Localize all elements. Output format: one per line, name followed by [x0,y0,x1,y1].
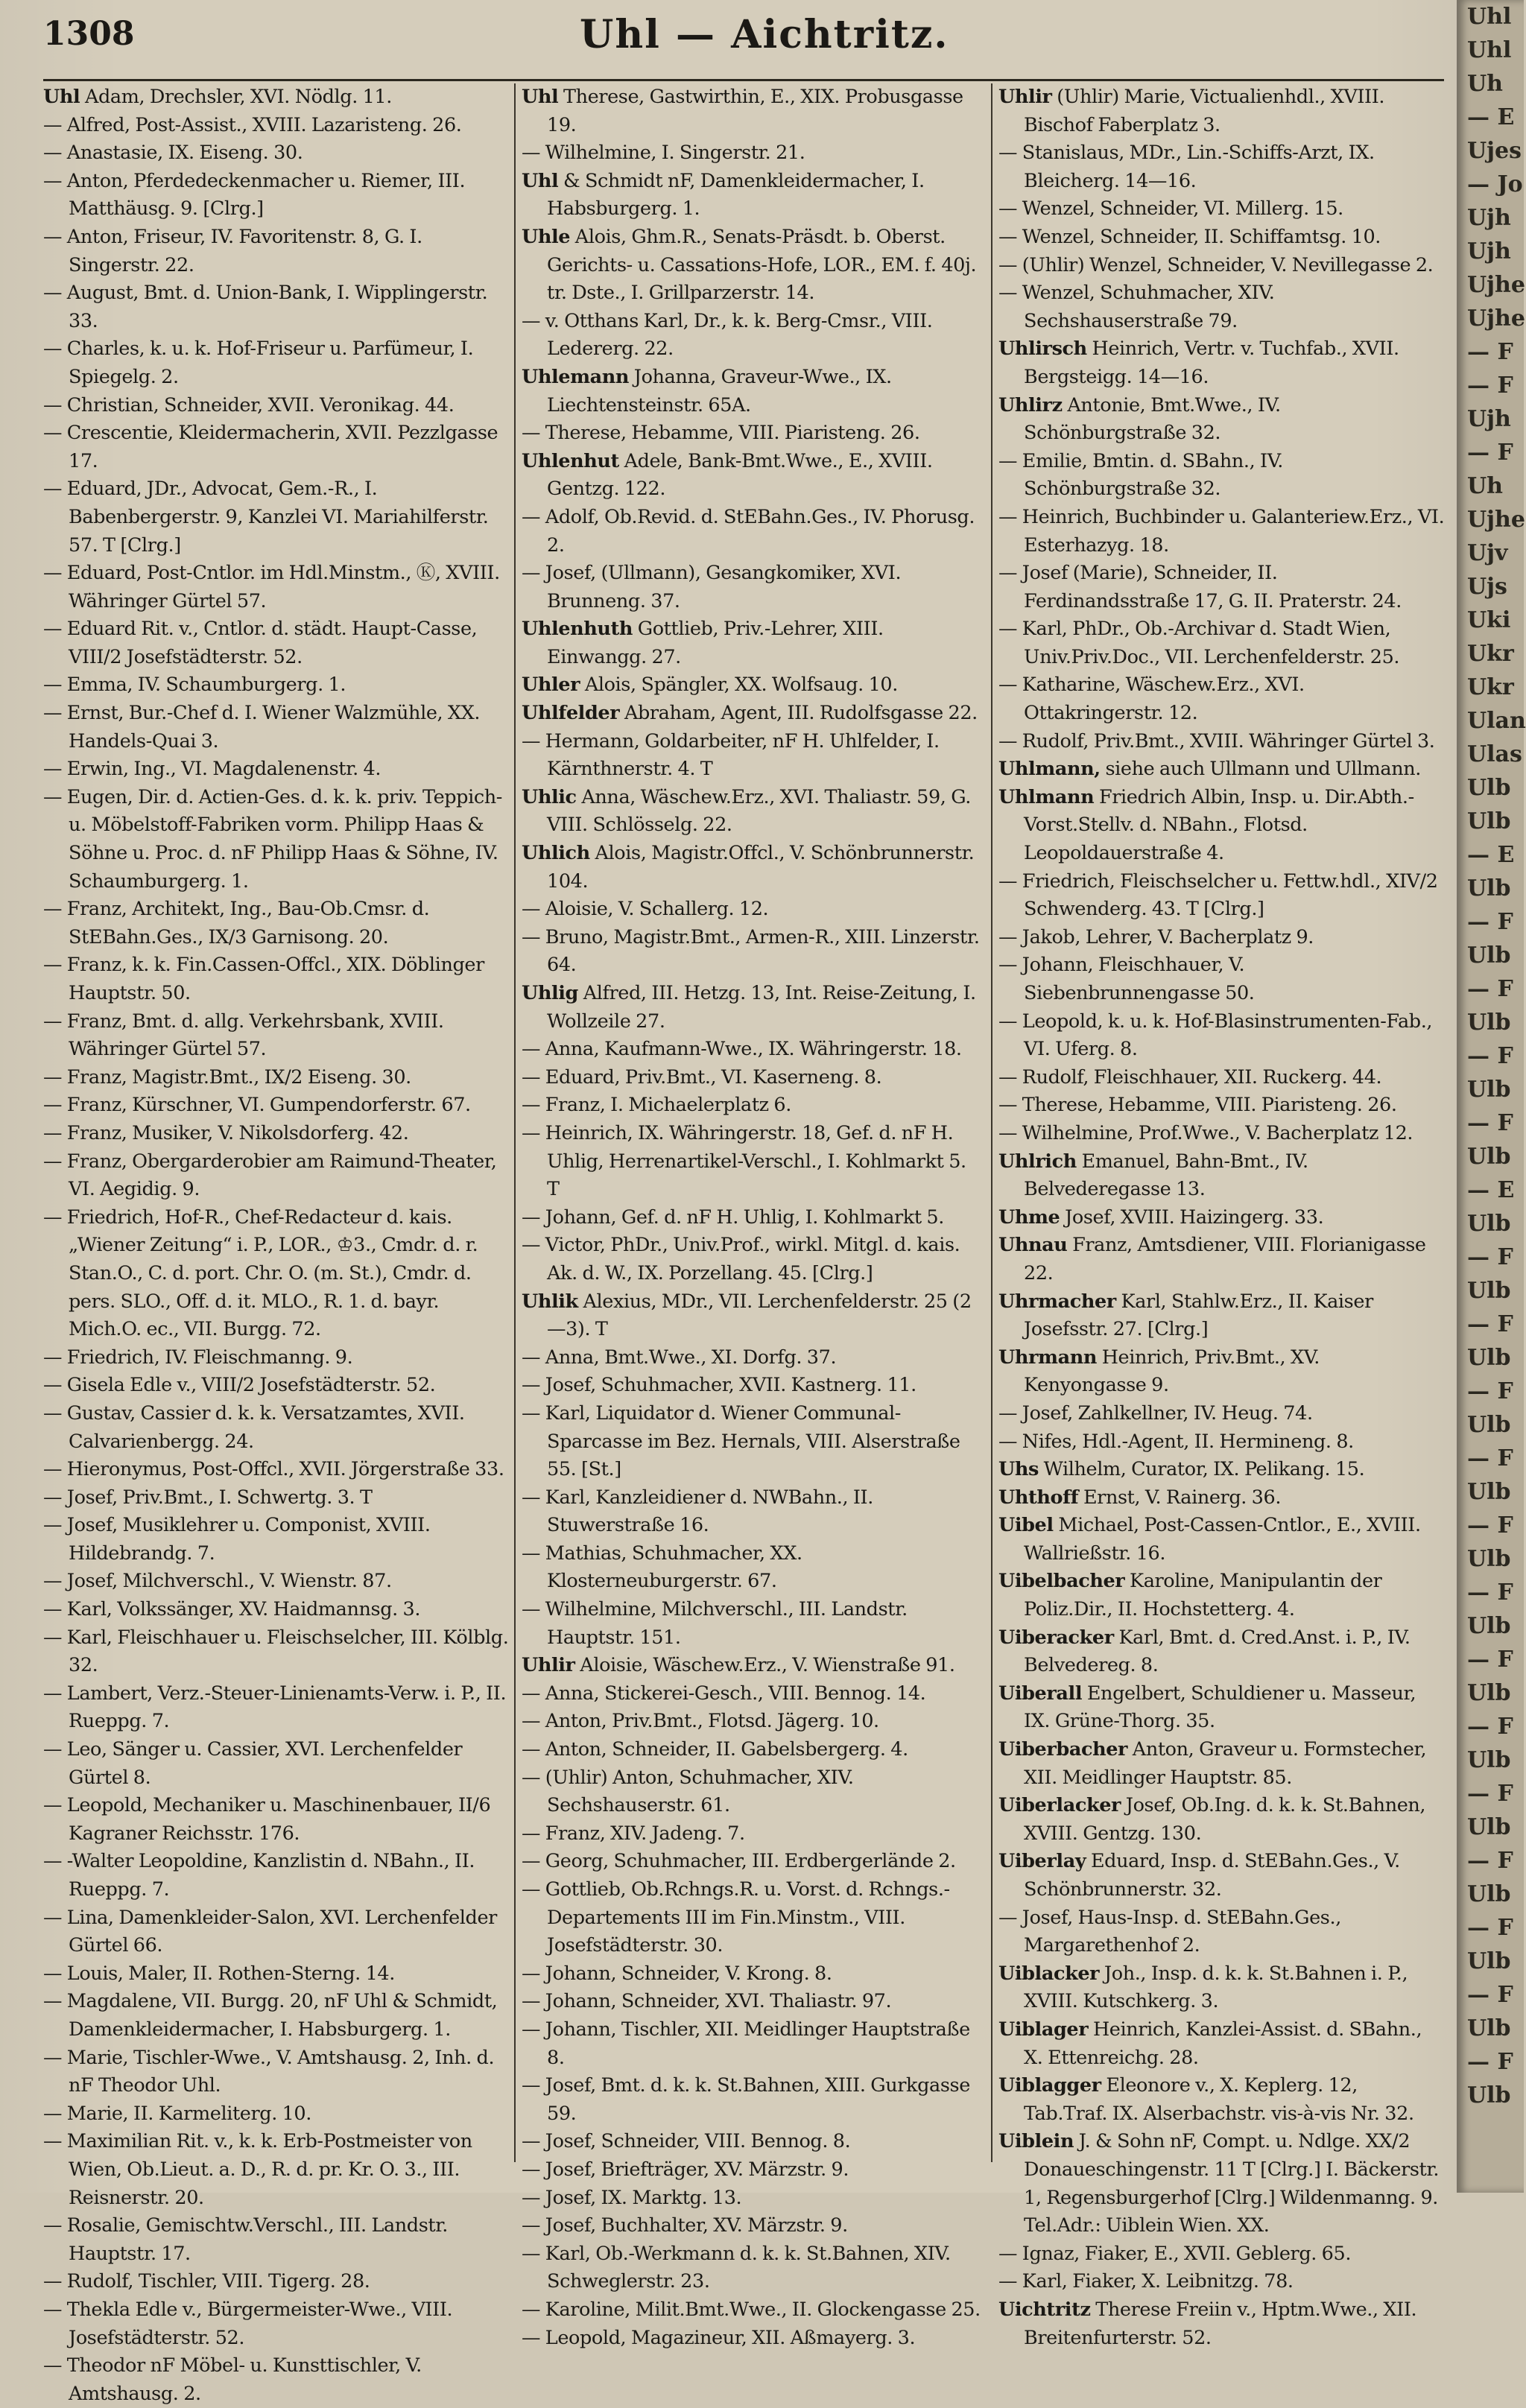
directory-entry: Uhlmann, siehe auch Ullmann und Ullmann. [998,758,1421,781]
directory-entry: — Emma, IV. Schaumburgerg. 1. [43,674,346,697]
entry-surname: Uhl [43,86,80,108]
directory-entry: Uhlich Alois, Magistr.Offcl., V. Schönbrunnerstr. 104. [522,842,975,893]
entry-surname: Uiberlacker [998,1794,1121,1817]
gutter-fragment: Ujhe [1467,272,1525,298]
directory-entry: — Jakob, Lehrer, V. Bacherplatz 9. [998,925,1314,948]
directory-entry: Uhlic Anna, Wäschew.Erz., XVI. Thaliastr. 59, G. VIII. Schlösselg. 22. [522,785,971,837]
directory-entry: — Josef, Schuhmacher, XVII. Kastnerg. 11. [522,1374,916,1397]
gutter-fragment: Ujh [1467,238,1511,264]
directory-entry: — Franz, k. k. Fin.Cassen-Offcl., XIX. Döblinger Hauptstr. 50. [43,954,484,1004]
gutter-fragment: — E [1467,104,1515,130]
entry-surname: Uhler [522,674,580,697]
directory-entry: — Franz, Musiker, V. Nikolsdorferg. 42. [43,1121,409,1144]
entry-surname: Uhlmann, [998,758,1101,781]
directory-entry: — Josef, Buchhalter, XV. Märzstr. 9. [522,2214,848,2237]
directory-entry: — Josef, IX. Marktg. 13. [522,2186,742,2209]
directory-entry: — Gisela Edle v., VIII/2 Josefstädterstr. 52. [43,1374,436,1397]
directory-entry: Uhrmacher Karl, Stahlw.Erz., II. Kaiser Josefsstr. 27. [Clrg.] [998,1290,1373,1341]
column-3 [998,83,1446,2349]
directory-entry: — Friedrich, IV. Fleischmanng. 9. [43,1346,353,1369]
header-rule [43,79,1444,81]
entry-surname: Uhlenhuth [522,618,633,641]
directory-entry: — Josef, Zahlkellner, IV. Heug. 74. [998,1401,1313,1425]
gutter-fragment: Ulan [1467,708,1526,734]
gutter-fragment: — F [1467,2049,1513,2075]
directory-entry: Uhl & Schmidt nF, Damenkleidermacher, I. Habsburgerg. 1. [522,169,925,221]
directory-entry: — Johann, Gef. d. nF H. Uhlig, I. Kohlmarkt 5. [522,1205,944,1229]
directory-entry: — Erwin, Ing., VI. Magdalenenstr. 4. [43,758,382,781]
directory-entry: — Katharine, Wäschew.Erz., XVI. Ottakringerstr. 12. [998,674,1305,725]
directory-entry: — Karl, Liquidator d. Wiener Communal-Sparcasse im Bez. Hernals, VIII. Alserstraße 55. [St.] [522,1401,960,1481]
gutter-fragment: — F [1467,976,1513,1002]
page-number: 1308 [43,15,135,53]
gutter-fragment: Ulb [1467,942,1511,969]
gutter-fragment: Ulb [1467,2082,1511,2108]
directory-entry: — Rudolf, Tischler, VIII. Tigerg. 28. [43,2270,370,2293]
directory-entry: — Leopold, Mechaniker u. Maschinenbauer, II/6 Kagraner Reichsstr. 176. [43,1794,491,1845]
gutter-fragment: — F [1467,1647,1513,1673]
directory-entry: — -Walter Leopoldine, Kanzlistin d. NBahn., II. Rueppg. 7. [43,1850,475,1901]
entry-surname: Uiberall [998,1682,1083,1705]
directory-entry: — Rudolf, Fleischhauer, XII. Ruckerg. 44. [998,1065,1382,1089]
directory-entry: — Anton, Pferdedeckenmacher u. Riemer, III. Matthäusg. 9. [Clrg.] [43,169,466,221]
directory-entry: — Franz, Bmt. d. allg. Verkehrsbank, XVIII. Währinger Gürtel 57. [43,1010,444,1061]
directory-entry: — Maximilian Rit. v., k. k. Erb-Postmeister von Wien, Ob.Lieut. a. D., R. d. pr. Kr. O. 3., III. Reisnerstr. 20. [43,2130,472,2209]
directory-entry: Uiberlacker Josef, Ob.Ing. d. k. k. St.Bahnen, XVIII. Gentzg. 130. [998,1794,1426,1845]
directory-entry: — Karl, Kanzleidiener d. NWBahn., II. Stuwerstraße 16. [522,1486,873,1537]
gutter-fragment: — F [1467,1848,1513,1874]
directory-entry: — Josef, Priv.Bmt., I. Schwertg. 3. T [43,1486,373,1509]
directory-entry: — Rudolf, Priv.Bmt., XVIII. Währinger Gürtel 3. [998,729,1435,752]
entry-surname: Uibel [998,1514,1054,1537]
directory-entry: Uhle Alois, Ghm.R., Senats-Präsdt. b. Oberst. Gerichts- u. Cassations-Hofe, LOR., EM. f. 40j. tr. Dste., I. Grillparzerstr. 14. [522,225,977,305]
directory-entry: — Wilhelmine, Milchverschl., III. Landstr. Hauptstr. 151. [522,1598,908,1649]
directory-entry: — Wilhelmine, Prof.Wwe., V. Bacherplatz 12. [998,1121,1413,1144]
directory-entry: — Nifes, Hdl.-Agent, II. Hermineng. 8. [998,1430,1354,1453]
directory-entry: — Leopold, Magazineur, XII. Aßmayerg. 3. [522,2326,916,2349]
column-divider [991,83,992,2162]
directory-entry: Uhthoff Ernst, V. Rainerg. 36. [998,1486,1282,1509]
directory-entry: — Karl, Ob.-Werkmann d. k. k. St.Bahnen, XIV. Schweglerstr. 23. [522,2242,951,2293]
directory-entry: Uiblein J. & Sohn nF, Compt. u. Ndlge. XX/2 Donaueschingenstr. 11 T [Clrg.] I. Bäckerstr. 1, Regensburgerhof [Clrg.] Wildenmanng. 9. Tel.Adr.: Uiblein Wien. XX. [998,2130,1440,2237]
directory-entry: — (Uhlir) Anton, Schuhmacher, XIV. Sechshauserstr. 61. [522,1766,854,1817]
entry-surname: Uhlig [522,982,578,1004]
entry-surname: Uhlich [522,842,590,865]
directory-entry: — Johann, Schneider, XVI. Thaliastr. 97. [522,1990,892,2013]
next-page-gutter [1457,0,1524,2193]
entry-surname: Uiblager [998,2018,1089,2041]
gutter-fragment: Uhl [1467,37,1512,63]
gutter-fragment: Ulb [1467,1211,1511,1237]
directory-entry: — Lambert, Verz.-Steuer-Linienamts-Verw. i. P., II. Rueppg. 7. [43,1682,507,1733]
entry-surname: Uiblagger [998,2074,1101,2097]
directory-entry: — Friedrich, Hof-R., Chef-Redacteur d. kais. „Wiener Zeitung“ i. P., LOR., ♔3., Cmdr. d. r. Stan.O., C. d. port. Chr. O. (m. St.), Cmdr. d. pers. SLO., Off. d. it. MLO., R. 1. d. bayr. Mich.O. ec., VII. Burgg. 72. [43,1205,478,1341]
entry-surname: Uhl [522,169,559,192]
directory-entry: — Bruno, Magistr.Bmt., Armen-R., XIII. Linzerstr. 64. [522,925,980,977]
directory-entry: — Therese, Hebamme, VIII. Piaristeng. 26. [522,422,920,445]
gutter-fragment: Uh [1467,71,1503,97]
gutter-fragment: Ulb [1467,1546,1511,1572]
directory-entry: — Wilhelmine, I. Singerstr. 21. [522,142,805,165]
gutter-fragment: Ujh [1467,406,1511,432]
directory-entry: — Marie, Tischler-Wwe., V. Amtshausg. 2, Inh. d. nF Theodor Uhl. [43,2046,495,2097]
directory-entry: — Johann, Tischler, XII. Meidlinger Hauptstraße 8. [522,2018,970,2069]
directory-entry: — Christian, Schneider, XVII. Veronikag. 44. [43,393,455,416]
gutter-fragment: — E [1467,1177,1515,1203]
directory-entry: — Emilie, Bmtin. d. SBahn., IV. Schönburgstraße 32. [998,449,1283,501]
directory-entry: Uiberlay Eduard, Insp. d. StEBahn.Ges., V. Schönbrunnerstr. 32. [998,1850,1400,1901]
directory-entry: Uhlirsch Heinrich, Vertr. v. Tuchfab., XVII. Bergsteigg. 14—16. [998,338,1399,388]
entry-surname: Uhlmann [998,785,1095,808]
entry-surname: Uhlirsch [998,338,1087,361]
directory-entry: — Louis, Maler, II. Rothen-Sterng. 14. [43,1962,395,1985]
directory-entry: — Eduard, Priv.Bmt., VI. Kaserneng. 8. [522,1065,882,1089]
directory-entry: — Eduard, JDr., Advocat, Gem.-R., I. Babenbergerstr. 9, Kanzlei VI. Mariahilferstr. 57. T [Clrg.] [43,478,489,557]
directory-entry: Uhlir (Uhlir) Marie, Victualienhdl., XVIII. Bischof Faberplatz 3. [998,86,1385,136]
directory-entry: — Josef (Marie), Schneider, II. Ferdinandsstraße 17, G. II. Praterstr. 24. [998,562,1402,612]
directory-entry: — Josef, Schneider, VIII. Bennog. 8. [522,2130,851,2153]
directory-entry: — Josef, Briefträger, XV. Märzstr. 9. [522,2158,849,2181]
directory-entry: — Eduard, Post-Cntlor. im Hdl.Minstm., Ⓚ, XVIII. Währinger Gürtel 57. [43,562,500,612]
entry-surname: Uhlenhut [522,449,619,472]
entry-surname: Uhs [998,1458,1039,1481]
directory-entry: — August, Bmt. d. Union-Bank, I. Wipplingerstr. 33. [43,282,488,332]
directory-entry: — Hermann, Goldarbeiter, nF H. Uhlfelder, I. Kärnthnerstr. 4. T [522,729,940,781]
gutter-fragment: Ulb [1467,1412,1511,1438]
directory-entry: — Mathias, Schuhmacher, XX. Klosterneuburgerstr. 67. [522,1542,802,1593]
gutter-fragment: Ujs [1467,574,1507,600]
directory-entry: — Wenzel, Schuhmacher, XIV. Sechshauserstraße 79. [998,282,1275,332]
directory-entry: — Heinrich, IX. Währingerstr. 18, Gef. d. nF H. Uhlig, Herrenartikel-Verschl., I. Kohlmarkt 5. T [522,1121,966,1201]
directory-entry: — Rosalie, Gemischtw.Verschl., III. Landstr. Hauptstr. 17. [43,2214,448,2265]
gutter-fragment: — F [1467,440,1513,466]
directory-entry: — Josef, Bmt. d. k. k. St.Bahnen, XIII. Gurkgasse 59. [522,2074,970,2125]
gutter-fragment: Ulb [1467,1010,1511,1036]
directory-entry: — Therese, Hebamme, VIII. Piaristeng. 26. [998,1094,1397,1117]
gutter-fragment: — F [1467,1714,1513,1740]
directory-entry: Uhlirz Antonie, Bmt.Wwe., IV. Schönburgstraße 32. [998,393,1281,445]
directory-entry: — Leopold, k. u. k. Hof-Blasinstrumenten-Fab., VI. Uferg. 8. [998,1010,1433,1061]
gutter-fragment: Ukr [1467,641,1514,667]
directory-entry: Uhlir Aloisie, Wäschew.Erz., V. Wienstraße 91. [522,1654,955,1677]
gutter-fragment: Ujhe [1467,507,1525,533]
directory-entry: — Franz, Architekt, Ing., Bau-Ob.Cmsr. d. StEBahn.Ges., IX/3 Garnisong. 20. [43,898,430,948]
directory-entry: — Crescentie, Kleidermacherin, XVII. Pezzlgasse 17. [43,422,498,472]
directory-entry: Uichtritz Therese Freiin v., Hptm.Wwe., XII. Breitenfurterstr. 52. [998,2298,1417,2349]
running-head: Uhl — Aichtritz. [580,12,949,57]
column-2 [522,83,984,2349]
gutter-fragment: — F [1467,1043,1513,1069]
directory-entry: — Josef, Musiklehrer u. Componist, XVIII. Hildebrandg. 7. [43,1514,431,1565]
directory-entry: — Alfred, Post-Assist., XVIII. Lazaristeng. 26. [43,113,462,136]
gutter-fragment: Uh [1467,473,1503,499]
directory-entry: Uhlfelder Abraham, Agent, III. Rudolfsgasse 22. [522,702,978,725]
directory-entry: — Anton, Friseur, IV. Favoritenstr. 8, G. I. Singerstr. 22. [43,225,422,276]
gutter-fragment: Ukr [1467,674,1514,700]
gutter-fragment: Ulb [1467,875,1511,902]
gutter-fragment: Ujes [1467,138,1522,164]
directory-entry: — v. Otthans Karl, Dr., k. k. Berg-Cmsr., VIII. Ledererg. 22. [522,309,933,361]
directory-entry: — Gottlieb, Ob.Rchngs.R. u. Vorst. d. Rchngs.-Departements III im Fin.Minstm., VIII. Josefstädterstr. 30. [522,1878,950,1957]
gutter-fragment: Ulb [1467,1479,1511,1505]
gutter-fragment: — F [1467,1915,1513,1941]
directory-entry: — Lina, Damenkleider-Salon, XVI. Lerchenfelder Gürtel 66. [43,1906,497,1957]
gutter-fragment: Ulb [1467,1881,1511,1907]
directory-entry: — Thekla Edle v., Bürgermeister-Wwe., VIII. Josefstädterstr. 52. [43,2298,453,2349]
gutter-fragment: Ulb [1467,808,1511,834]
directory-entry: Uiberall Engelbert, Schuldiener u. Masseur, IX. Grüne-Thorg. 35. [998,1682,1416,1733]
directory-entry: — Marie, II. Karmeliterg. 10. [43,2102,311,2125]
gutter-fragment: Ulb [1467,1077,1511,1103]
entry-surname: Uhlic [522,785,577,808]
directory-entry: — Charles, k. u. k. Hof-Friseur u. Parfümeur, I. Spiegelg. 2. [43,338,474,388]
directory-entry: — Magdalene, VII. Burgg. 20, nF Uhl & Schmidt, Damenkleidermacher, I. Habsburgerg. 1. [43,1990,498,2041]
gutter-fragment: Ulb [1467,1613,1511,1639]
directory-entry: — Anna, Bmt.Wwe., XI. Dorfg. 37. [522,1346,837,1369]
directory-entry: — Franz, Magistr.Bmt., IX/2 Eiseng. 30. [43,1065,411,1089]
entry-surname: Uhl [522,86,559,108]
directory-entry: — Franz, Obergarderobier am Raimund-Theater, VI. Aegidig. 9. [43,1150,497,1201]
gutter-fragment: Ulb [1467,1680,1511,1706]
directory-entry: — Georg, Schuhmacher, III. Erdbergerlände 2. [522,1850,956,1873]
directory-entry: — Victor, PhDr., Univ.Prof., wirkl. Mitgl. d. kais. Ak. d. W., IX. Porzellang. 45. [Clrg.] [522,1234,960,1284]
directory-entry: — Hieronymus, Post-Offcl., XVII. Jörgerstraße 33. [43,1458,504,1481]
gutter-fragment: — F [1467,1781,1513,1807]
directory-entry: Uhlmann Friedrich Albin, Insp. u. Dir.Abth.-Vorst.Stellv. d. NBahn., Flotsd. Leopoldauerstraße 4. [998,785,1414,865]
directory-entry: — Anton, Priv.Bmt., Flotsd. Jägerg. 10. [522,1710,879,1733]
directory-entry: Uhlemann Johanna, Graveur-Wwe., IX. Liechtensteinstr. 65A. [522,365,892,416]
gutter-fragment: Ulb [1467,1747,1511,1773]
directory-entry: Uhl Therese, Gastwirthin, E., XIX. Probusgasse 19. [522,86,963,136]
directory-entry: — Wenzel, Schneider, II. Schiffamtsg. 10. [998,225,1381,248]
directory-entry: — Adolf, Ob.Revid. d. StEBahn.Ges., IV. Phorusg. 2. [522,505,975,557]
gutter-fragment: Ulb [1467,1345,1511,1371]
gutter-fragment: — F [1467,1982,1513,2008]
directory-entry: Uiberbacher Anton, Graveur u. Formstecher, XII. Meidlinger Hauptstr. 85. [998,1738,1427,1789]
directory-entry: Uhlenhut Adele, Bank-Bmt.Wwe., E., XVIII. Gentzg. 122. [522,449,933,501]
directory-entry: Uibelbacher Karoline, Manipulantin der Poliz.Dir., II. Hochstetterg. 4. [998,1570,1382,1621]
gutter-fragment: Ujh [1467,205,1511,231]
gutter-fragment: — F [1467,1110,1513,1136]
directory-entry: — Ernst, Bur.-Chef d. I. Wiener Walzmühle, XX. Handels-Quai 3. [43,702,481,752]
gutter-fragment: Ujv [1467,540,1508,566]
entry-surname: Uiblacker [998,1962,1100,1985]
entry-surname: Uiberlay [998,1850,1086,1873]
gutter-fragment: Uki [1467,607,1511,633]
directory-entry: — Stanislaus, MDr., Lin.-Schiffs-Arzt, IX. Bleicherg. 14—16. [998,142,1375,192]
entry-surname: Uibelbacher [998,1570,1125,1593]
directory-entry: — Friedrich, Fleischselcher u. Fettw.hdl., XIV/2 Schwenderg. 43. T [Clrg.] [998,869,1438,921]
entry-surname: Uhnau [998,1234,1068,1257]
directory-entry: — Karl, PhDr., Ob.-Archivar d. Stadt Wien, Univ.Priv.Doc., VII. Lerchenfelderstr. 25. [998,618,1400,668]
gutter-fragment: — F [1467,339,1513,365]
gutter-fragment: Ulas [1467,741,1522,767]
gutter-fragment: Ulb [1467,2015,1511,2041]
gutter-fragment: — Jo [1467,171,1523,197]
entry-surname: Uhlfelder [522,702,620,725]
gutter-fragment: — F [1467,1311,1513,1337]
gutter-fragment: — F [1467,1512,1513,1539]
gutter-fragment: — F [1467,373,1513,399]
entry-surname: Uichtritz [998,2298,1091,2321]
entry-surname: Uhthoff [998,1486,1079,1509]
gutter-fragment: Ulb [1467,1948,1511,1974]
gutter-fragment: Ujhe [1467,305,1525,332]
entry-surname: Uiblein [998,2130,1074,2153]
gutter-fragment: Ulb [1467,1814,1511,1840]
directory-entry: — Josef, (Ullmann), Gesangkomiker, XVI. Brunneng. 37. [522,562,902,612]
directory-entry: — Anna, Kaufmann-Wwe., IX. Währingerstr. 18. [522,1038,962,1061]
directory-entry: Uiberacker Karl, Bmt. d. Cred.Anst. i. P., IV. Belvedereg. 8. [998,1626,1411,1677]
entry-surname: Uiberacker [998,1626,1114,1649]
directory-entry: — Anna, Stickerei-Gesch., VIII. Bennog. 14. [522,1682,926,1705]
directory-entry: — Franz, Kürschner, VI. Gumpendorferstr. 67. [43,1094,471,1117]
directory-entry: Uhs Wilhelm, Curator, IX. Pelikang. 15. [998,1458,1365,1481]
directory-entry: — Karl, Volkssänger, XV. Haidmannsg. 3. [43,1598,421,1621]
column-divider [514,83,516,2162]
gutter-fragment: — F [1467,1580,1513,1606]
directory-entry: — Johann, Fleischhauer, V. Siebenbrunnengasse 50. [998,954,1255,1004]
entry-surname: Uhlik [522,1290,578,1313]
directory-entry: Uibel Michael, Post-Cassen-Cntlor., E., XVIII. Wallrießstr. 16. [998,1514,1421,1565]
directory-entry: — Josef, Milchverschl., V. Wienstr. 87. [43,1570,392,1593]
directory-entry: — Karoline, Milit.Bmt.Wwe., II. Glockengasse 25. [522,2298,981,2321]
directory-entry: Uhme Josef, XVIII. Haizingerg. 33. [998,1205,1324,1229]
directory-entry: — Franz, I. Michaelerplatz 6. [522,1094,791,1117]
entry-surname: Uhlir [522,1654,575,1677]
directory-entry: — Karl, Fleischhauer u. Fleischselcher, III. Kölblg. 32. [43,1626,509,1677]
directory-entry: Uhlrich Emanuel, Bahn-Bmt., IV. Belvederegasse 13. [998,1150,1308,1201]
directory-entry: — Heinrich, Buchbinder u. Galanteriew.Erz., VI. Esterhazyg. 18. [998,505,1445,557]
directory-entry: — Ignaz, Fiaker, E., XVII. Geblerg. 65. [998,2242,1352,2265]
gutter-fragment: — F [1467,1244,1513,1270]
directory-entry: — Theodor nF Möbel- u. Kunsttischler, V. Amtshausg. 2. [43,2354,422,2405]
gutter-fragment: — F [1467,1378,1513,1404]
entry-surname: Uhlirz [998,393,1063,416]
gutter-fragment: — F [1467,909,1513,935]
directory-entry: — Eugen, Dir. d. Actien-Ges. d. k. k. priv. Teppich- u. Möbelstoff-Fabriken vorm. Philipp Haas & Söhne u. Proc. d. nF Philipp Haas & Söhne, IV. Schaumburgerg. 1. [43,785,502,893]
gutter-fragment: Uhl [1467,4,1512,30]
entry-surname: Uhlir [998,86,1052,108]
gutter-fragment: — E [1467,842,1515,868]
directory-entry: Uhrmann Heinrich, Priv.Bmt., XV. Kenyongasse 9. [998,1346,1320,1397]
entry-surname: Uhlemann [522,365,630,388]
gutter-fragment: Ulb [1467,775,1511,801]
directory-entry: Uhlenhuth Gottlieb, Priv.-Lehrer, XIII. Einwangg. 27. [522,618,884,668]
directory-entry: Uhlik Alexius, MDr., VII. Lerchenfelderstr. 25 (2—3). T [522,1290,972,1341]
column-1 [43,83,511,2405]
directory-entry: — Karl, Fiaker, X. Leibnitzg. 78. [998,2270,1294,2293]
entry-surname: Uhrmacher [998,1290,1116,1313]
directory-entry: Uiblacker Joh., Insp. d. k. k. St.Bahnen i. P., XVIII. Kutschkerg. 3. [998,1962,1408,2013]
directory-entry: Uiblager Heinrich, Kanzlei-Assist. d. SBahn., X. Ettenreichg. 28. [998,2018,1422,2069]
directory-entry: — Franz, XIV. Jadeng. 7. [522,1822,745,1845]
directory-entry: Uiblagger Eleonore v., X. Keplerg. 12, Tab.Traf. IX. Alserbachstr. vis-à-vis Nr. 32. [998,2074,1414,2125]
gutter-fragment: Ulb [1467,1144,1511,1170]
entry-surname: Uhlrich [998,1150,1077,1173]
directory-entry: — Aloisie, V. Schallerg. 12. [522,898,769,921]
directory-entry: — Josef, Haus-Insp. d. StEBahn.Ges., Margarethenhof 2. [998,1906,1341,1957]
entry-surname: Uiberbacher [998,1738,1128,1761]
directory-entry: Uhlig Alfred, III. Hetzg. 13, Int. Reise-Zeitung, I. Wollzeile 27. [522,982,976,1033]
directory-entry: Uhnau Franz, Amtsdiener, VIII. Florianigasse 22. [998,1234,1426,1284]
directory-entry: — Gustav, Cassier d. k. k. Versatzamtes, XVII. Calvarienbergg. 24. [43,1401,465,1453]
directory-entry: — Anton, Schneider, II. Gabelsbergerg. 4. [522,1738,908,1761]
directory-entry: — (Uhlir) Wenzel, Schneider, V. Nevillegasse 2. [998,253,1434,276]
directory-entry: — Johann, Schneider, V. Krong. 8. [522,1962,832,1985]
directory-entry: Uhl Adam, Drechsler, XVI. Nödlg. 11. [43,86,392,108]
directory-entry: — Wenzel, Schneider, VI. Millerg. 15. [998,197,1343,221]
gutter-fragment: Ulb [1467,1278,1511,1304]
directory-entry: Uhler Alois, Spängler, XX. Wolfsaug. 10. [522,674,898,697]
directory-entry: — Eduard Rit. v., Cntlor. d. städt. Haupt-Casse, VIII/2 Josefstädterstr. 52. [43,618,478,668]
entry-surname: Uhle [522,225,571,248]
page-header [43,12,1444,67]
directory-entry: — Anastasie, IX. Eiseng. 30. [43,142,303,165]
entry-surname: Uhrmann [998,1346,1097,1369]
directory-entry: — Leo, Sänger u. Cassier, XVI. Lerchenfelder Gürtel 8. [43,1738,463,1789]
entry-surname: Uhme [998,1205,1060,1229]
gutter-fragment: — F [1467,1445,1513,1471]
